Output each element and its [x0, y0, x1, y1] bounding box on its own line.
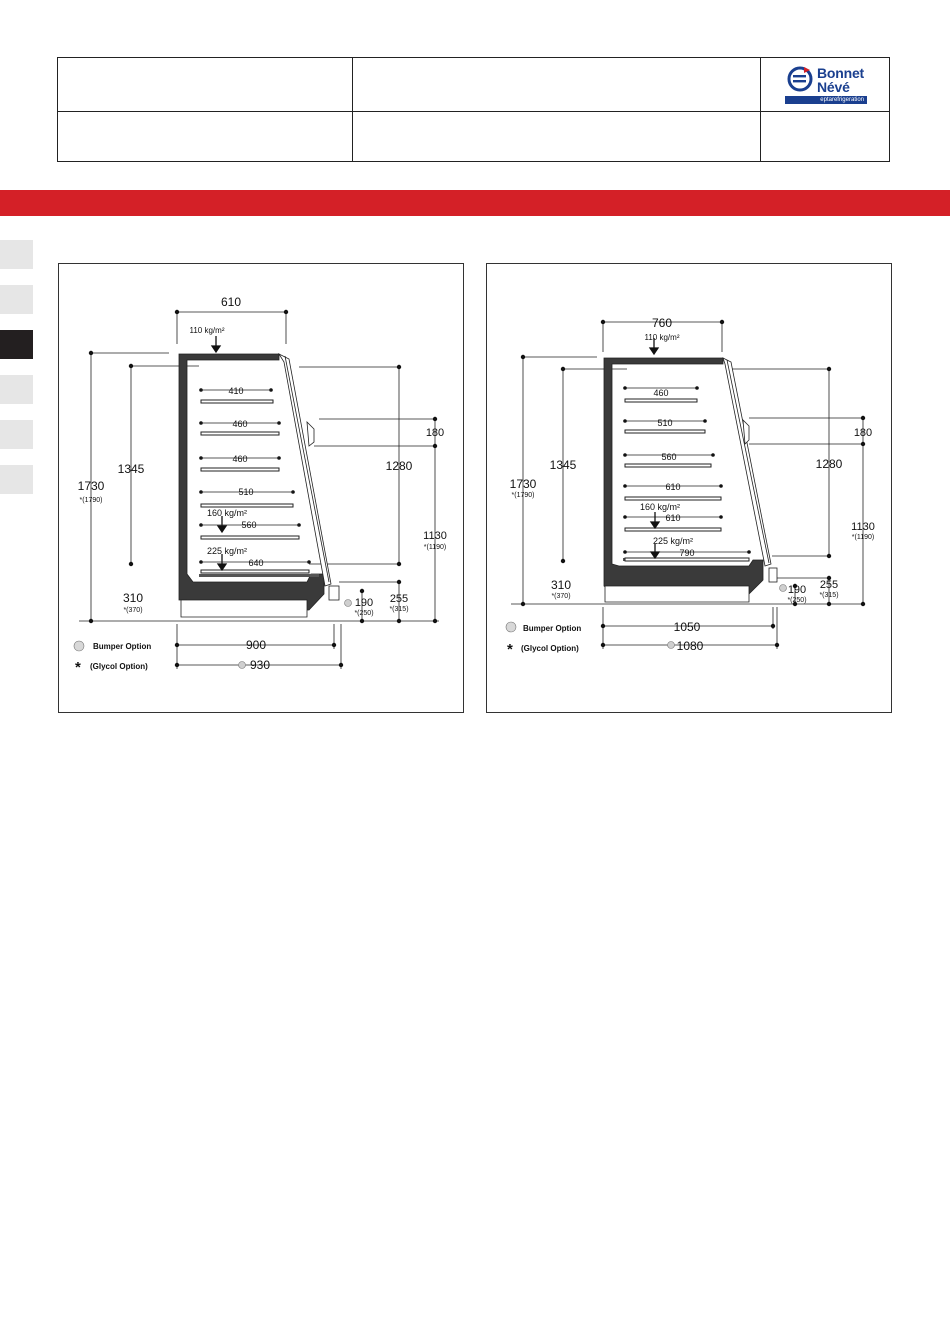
right-legend-bumper: Bumper Option [523, 624, 582, 633]
logo-tagline: eptarefrigeration [785, 96, 867, 104]
logo-mark-icon [787, 66, 813, 92]
left-depth-bumper: 930 [249, 658, 271, 672]
header-cell-1 [58, 58, 353, 112]
right-bottom-load: 225 kg/m² [652, 536, 694, 546]
right-drawing-svg [487, 264, 893, 714]
header-cell-5 [353, 112, 761, 161]
left-shelf-6: 640 [248, 558, 264, 568]
logo-text-line1: Bonnet [817, 65, 865, 81]
header-table [57, 57, 890, 162]
header-cell-2 [353, 58, 761, 112]
right-depth: 1050 [673, 620, 701, 634]
right-shelf-1: 460 [653, 388, 669, 398]
right-legend-glycol: (Glycol Option) [521, 644, 579, 653]
brand-logo [785, 64, 867, 104]
left-base-height: 310 [122, 591, 144, 605]
left-bumper-height-glycol: *(250) [354, 610, 374, 617]
right-top-load: 110 kg/m² [644, 333, 680, 342]
section-red-band [0, 190, 950, 216]
right-mid-load: 160 kg/m² [639, 502, 681, 512]
left-top-load: 110 kg/m² [189, 326, 225, 335]
left-total-height-glycol: *(1790) [79, 497, 103, 504]
right-kick-height: 255 [819, 579, 839, 591]
left-legend-bumper: Bumper Option [93, 642, 152, 651]
side-tab-1[interactable] [0, 240, 33, 269]
left-kick-height: 255 [389, 593, 409, 605]
left-top-width: 610 [220, 295, 242, 309]
right-shelf-5: 610 [665, 513, 681, 523]
side-tab-3-active[interactable] [0, 330, 33, 359]
left-bottom-load: 225 kg/m² [206, 546, 248, 556]
left-glass-height: 1280 [385, 459, 413, 473]
left-shelf-1: 410 [228, 386, 244, 396]
left-base-height-glycol: *(370) [123, 607, 143, 614]
left-shelf-2: 460 [232, 419, 248, 429]
header-cell-4 [58, 112, 353, 161]
side-tab-5[interactable] [0, 420, 33, 449]
right-shelf-2: 510 [657, 418, 673, 428]
left-canopy: 180 [425, 427, 445, 439]
left-legend-glycol-mark: * [75, 659, 81, 676]
right-front-height: 1130 [851, 521, 875, 533]
right-bumper-height-glycol: *(250) [787, 597, 807, 604]
right-base-height: 310 [550, 578, 572, 592]
right-front-height-glycol: *(1190) [851, 534, 875, 541]
right-inner-height: 1345 [549, 458, 577, 472]
bumper-legend-icon-right [506, 622, 516, 632]
right-top-width: 760 [651, 316, 673, 330]
left-total-height: 1730 [77, 479, 105, 493]
left-inner-height: 1345 [117, 462, 145, 476]
left-drawing-svg [59, 264, 465, 714]
header-cell-6 [761, 112, 890, 161]
right-kick-height-glycol: *(315) [819, 592, 839, 599]
right-dimension-drawing [486, 263, 892, 713]
right-shelf-3: 560 [661, 452, 677, 462]
logo-text-line2: Névé [817, 79, 850, 95]
side-tab-2[interactable] [0, 285, 33, 314]
left-front-height-glycol: *(1190) [423, 544, 447, 551]
left-legend-glycol: (Glycol Option) [90, 662, 148, 671]
left-front-height: 1130 [423, 530, 447, 542]
left-shelf-3: 460 [232, 454, 248, 464]
right-depth-bumper: 1080 [676, 639, 704, 653]
left-shelf-5: 560 [241, 520, 257, 530]
left-bumper-height: 190 [354, 597, 374, 609]
right-legend-glycol-mark: * [507, 641, 513, 658]
side-tab-4[interactable] [0, 375, 33, 404]
left-shelf-4: 510 [238, 487, 254, 497]
left-dimension-drawing [58, 263, 464, 713]
right-base-height-glycol: *(370) [551, 593, 571, 600]
right-glass-height: 1280 [815, 457, 843, 471]
right-total-height: 1730 [509, 477, 537, 491]
left-mid-load: 160 kg/m² [206, 508, 248, 518]
bumper-legend-icon [74, 641, 84, 651]
right-shelf-6: 790 [679, 548, 695, 558]
side-tab-6[interactable] [0, 465, 33, 494]
right-canopy: 180 [853, 427, 873, 439]
right-total-height-glycol: *(1790) [511, 492, 535, 499]
right-shelf-4: 610 [665, 482, 681, 492]
right-bumper-height: 190 [787, 584, 807, 596]
left-kick-height-glycol: *(315) [389, 606, 409, 613]
left-depth: 900 [245, 638, 267, 652]
